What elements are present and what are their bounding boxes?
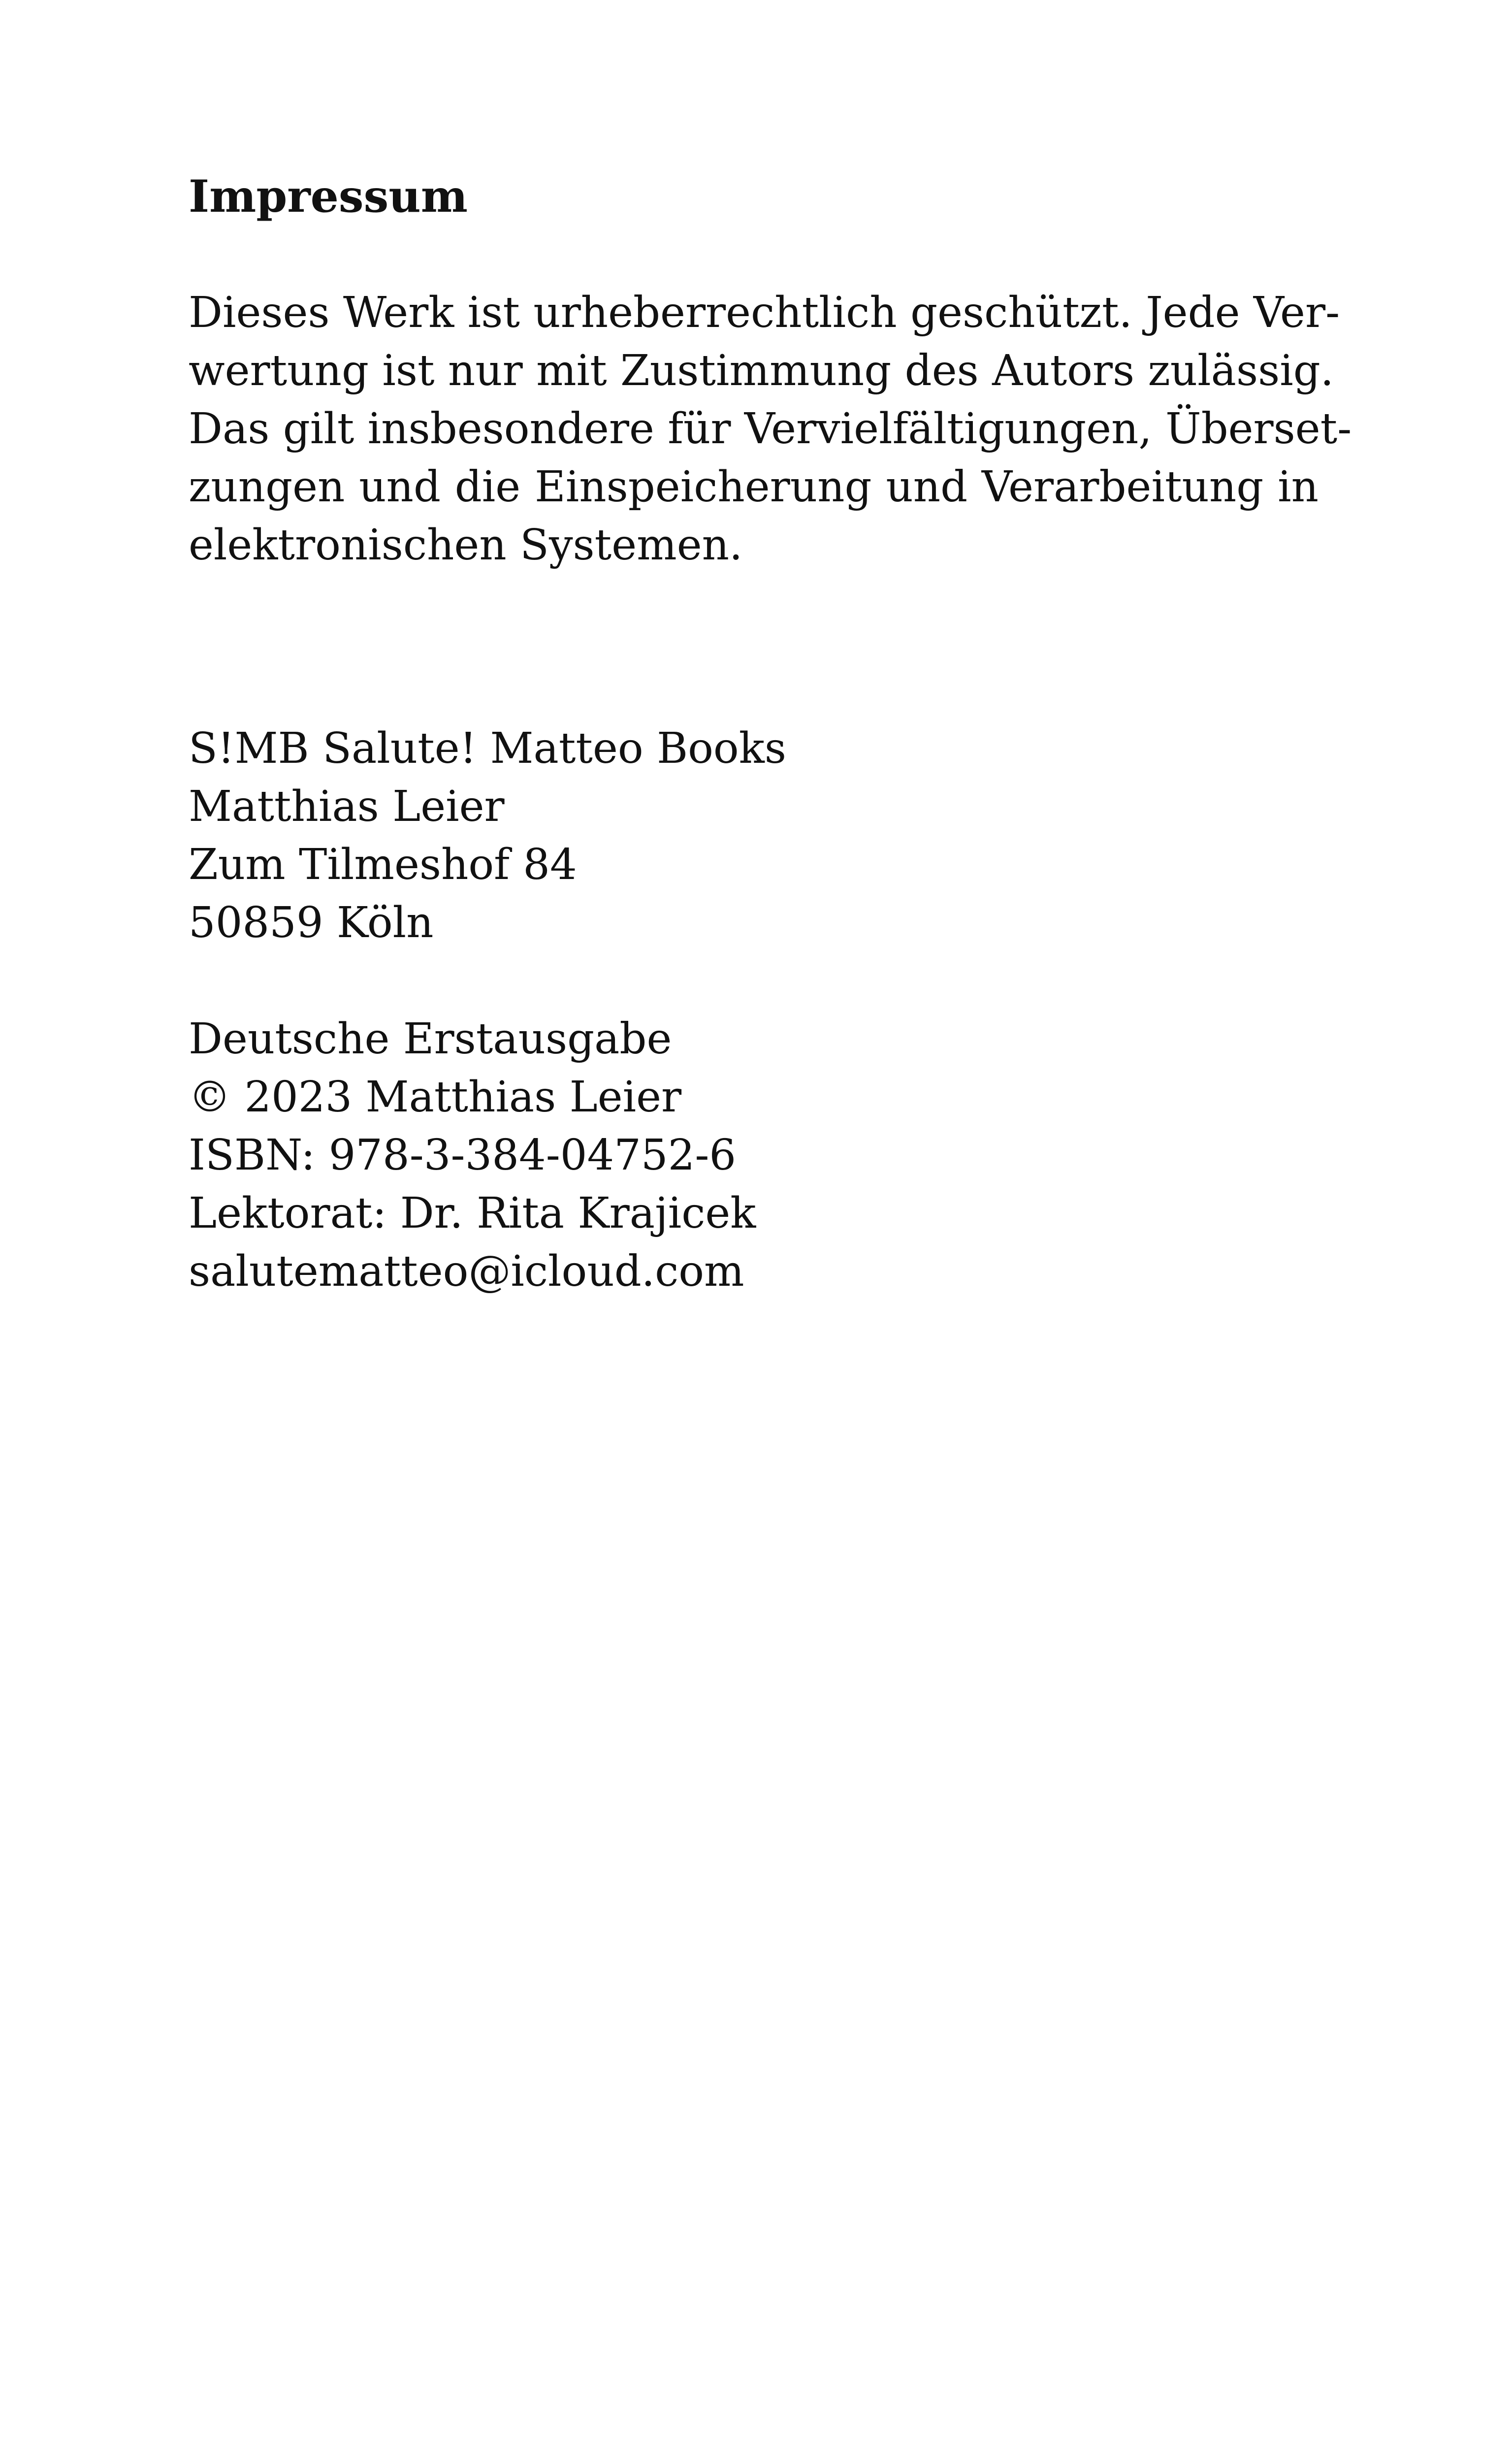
notice-line: elektronischen Systemen. [189, 521, 743, 570]
publisher-person: Matthias Leier [189, 782, 505, 831]
editor-line: Lektorat: Dr. Rita Krajicek [189, 1189, 756, 1238]
impressum-page [189, 167, 1352, 1359]
edition-info [189, 1010, 1319, 1301]
publisher-address [189, 719, 1319, 952]
notice-line: Dieses Werk ist urheberrechtlich geschützt. Jede Ver- [189, 288, 1340, 337]
copyright-notice [189, 284, 1352, 574]
notice-line: Das gilt insbesondere für Vervielfältigungen, Überset- [189, 404, 1352, 454]
notice-line: wertung ist nur mit Zustimmung des Autors zulässig. [189, 346, 1334, 395]
email-line: salutematteo@icloud.com [189, 1247, 744, 1296]
copyright-line: © 2023 Matthias Leier [189, 1073, 682, 1122]
publisher-name: S!MB Salute! Matteo Books [189, 724, 786, 773]
notice-line: zungen und die Einspeicherung und Verarbeitung in [189, 462, 1319, 512]
page-heading: Impressum [189, 170, 468, 223]
publisher-city: 50859 Köln [189, 898, 434, 947]
edition-title: Deutsche Erstausgabe [189, 1014, 672, 1064]
publisher-street: Zum Tilmeshof 84 [189, 840, 577, 889]
isbn-line: ISBN: 978-3-384-04752-6 [189, 1131, 737, 1180]
